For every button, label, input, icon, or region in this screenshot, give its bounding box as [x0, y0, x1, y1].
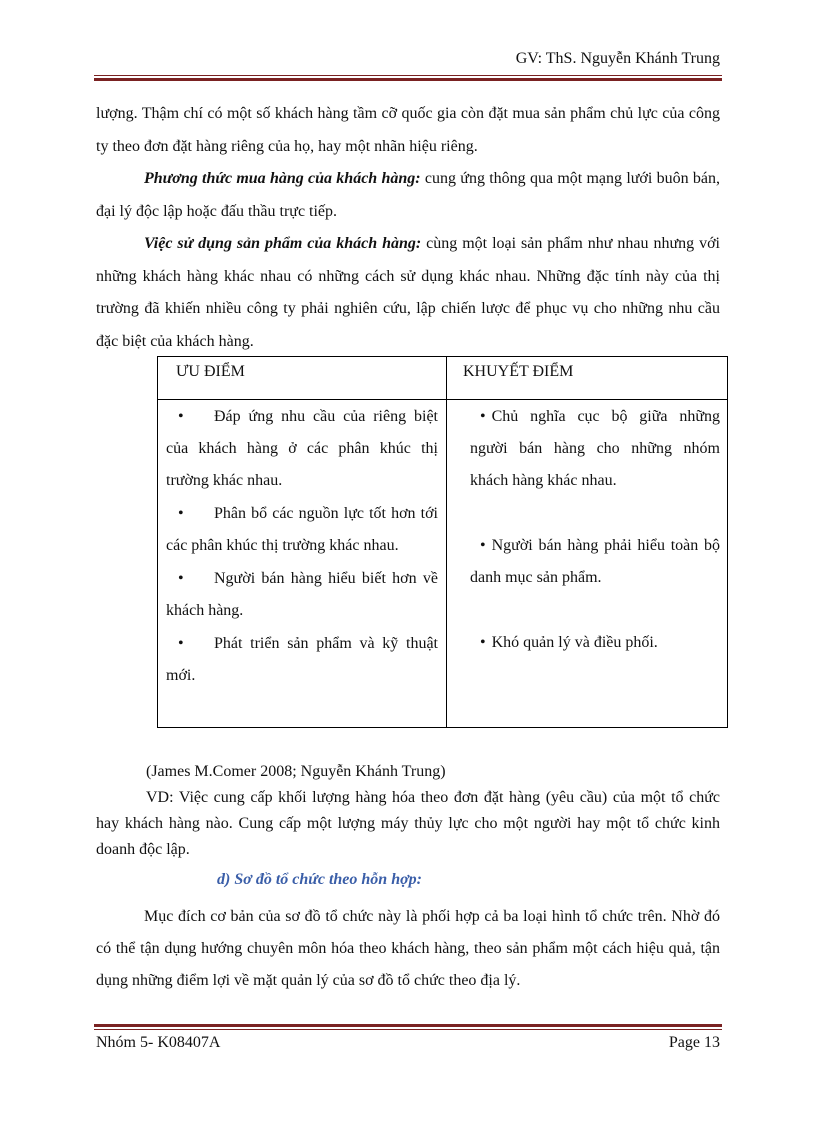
paragraph-product-usage	[96, 228, 720, 358]
table-header-disadvantages: KHUYẾT ĐIỂM	[463, 363, 574, 380]
bullet-icon: •	[480, 634, 486, 651]
bullet-icon: •	[178, 570, 184, 587]
bullet-icon: •	[178, 505, 184, 522]
product-usage-text: cùng một loại sản phẩm như nhau nhưng với những khách hàng khác nhau có những cách sử dụng khác nhau. Những đặc tính này của thị trường đã khiến nhiều công ty phải nghiên cứu, lập chiến lược để phục vụ cho những nhu cầu đặc biệt của khách hàng.	[96, 235, 720, 350]
bullet-icon: •	[178, 408, 184, 425]
purchase-method-text: cung ứng thông qua một mạng lưới buôn bán, đại lý độc lập hoặc đấu thầu trực tiếp.	[96, 170, 720, 220]
pros-cons-table	[157, 356, 728, 728]
page-header: GV: ThS. Nguyễn Khánh Trung	[515, 50, 720, 67]
section-paragraph: Mục đích cơ bản của sơ đồ tổ chức này là phối hợp cả ba loại hình tổ chức trên. Nhờ đó có thể tận dụng hướng chuyên môn hóa theo khách hàng, theo sản phẩm một cách hiệu quả, tận dụng những điểm lợi về mặt quản lý của sơ đồ tổ chức theo địa lý.	[96, 908, 720, 989]
bullet-icon: •	[480, 537, 486, 554]
table-header-divider	[158, 399, 727, 400]
purchase-method-label: Phương thức mua hàng của khách hàng:	[144, 170, 421, 187]
footer-group: Nhóm 5- K08407A	[96, 1034, 221, 1051]
product-usage-label: Việc sử dụng sản phẩm của khách hàng:	[144, 235, 422, 252]
body-text	[96, 98, 720, 358]
list-item: • Phân bổ các nguồn lực tốt hơn tới các phân khúc thị trường khác nhau.	[166, 498, 438, 562]
page-number: Page 13	[668, 1034, 720, 1051]
bullet-icon: •	[178, 635, 184, 652]
table-column-divider	[446, 357, 447, 727]
citation: (James M.Comer 2008; Nguyễn Khánh Trung)	[146, 763, 446, 780]
list-item: • Người bán hàng phải hiểu toàn bộ danh mục sản phẩm.	[470, 530, 720, 594]
table-header-advantages: ƯU ĐIỂM	[176, 363, 245, 380]
list-item: • Khó quản lý và điều phối.	[470, 627, 720, 659]
list-item: • Phát triển sản phẩm và kỹ thuật mới.	[166, 628, 438, 692]
bullet-icon: •	[480, 408, 486, 425]
header-rule	[94, 75, 722, 81]
list-item: • Đáp ứng nhu cầu của riêng biệt của khách hàng ở các phân khúc thị trường khác nhau.	[166, 401, 438, 497]
section-heading: d) Sơ đồ tổ chức theo hỗn hợp:	[217, 871, 422, 888]
list-item: • Chủ nghĩa cục bộ giữa những người bán hàng cho những nhóm khách hàng khác nhau.	[470, 401, 720, 497]
paragraph-continuation: lượng. Thậm chí có một số khách hàng tầm cỡ quốc gia còn đặt mua sản phẩm chủ lực của công ty theo đơn đặt hàng riêng của họ, hay một nhãn hiệu riêng.	[96, 105, 720, 155]
disadvantages-cell	[470, 401, 720, 692]
example-paragraph: VD: Việc cung cấp khối lượng hàng hóa theo đơn đặt hàng (yêu cầu) của một tổ chức hay khách hàng nào. Cung cấp một lượng máy thủy lực cho một người hay một tổ chức kinh doanh độc lập.	[96, 789, 720, 858]
advantages-cell	[166, 401, 438, 693]
list-item: • Người bán hàng hiểu biết hơn về khách hàng.	[166, 563, 438, 627]
footer-rule	[94, 1022, 722, 1030]
paragraph-purchase-method	[96, 163, 720, 228]
